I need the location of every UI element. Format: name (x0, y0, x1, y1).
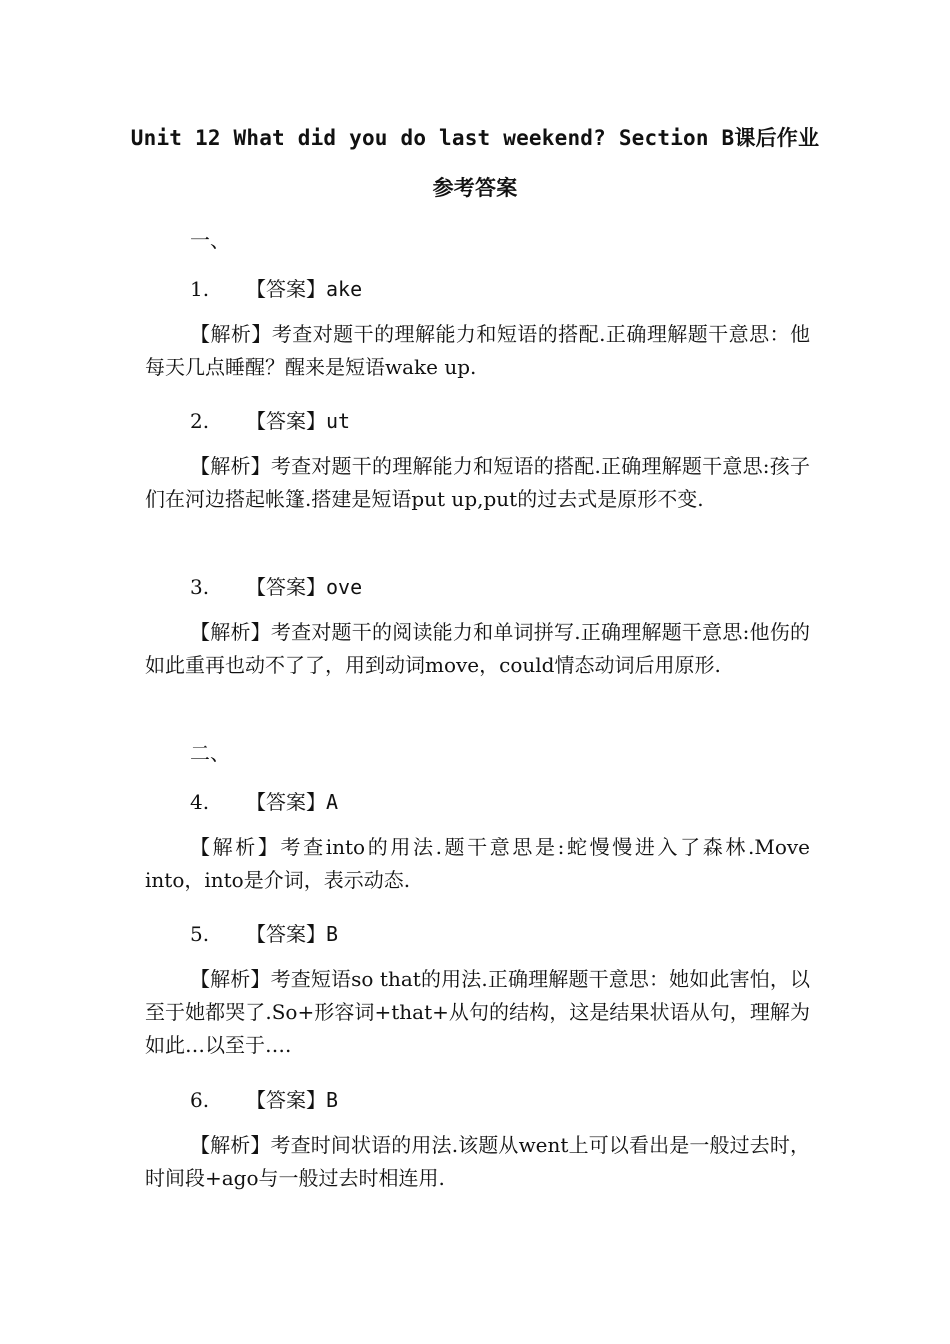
answer-label: 【答案】 (246, 277, 326, 301)
question-number: 5. (190, 922, 210, 946)
answer-line (190, 571, 362, 600)
document-subtitle: 参考答案 (432, 176, 518, 200)
answer-value: ove (326, 575, 363, 599)
section-heading: 二、 (190, 741, 230, 765)
explanation: 【解析】考查对题干的理解能力和短语的搭配.正确理解题干意思：他每天几点睡醒？醒来是短语wake up. (145, 322, 810, 379)
question-number: 6. (190, 1088, 210, 1112)
answer-value: ake (326, 277, 363, 301)
document-title: Unit 12 What did you do last weekend? Section B课后作业 (130, 126, 820, 150)
answer-line (190, 273, 362, 302)
answer-label: 【答案】 (246, 575, 326, 599)
explanation: 【解析】考查短语so that的用法.正确理解题干意思：她如此害怕，以至于她都哭了.So+形容词+that+从句的结构，这是结果状语从句，理解为如此…以至于…. (145, 967, 810, 1057)
answer-value: B (326, 922, 339, 946)
answer-value: A (326, 790, 339, 814)
explanation: 【解析】考查对题干的理解能力和短语的搭配.正确理解题干意思:孩子们在河边搭起帐篷.搭建是短语put up,put的过去式是原形不变. (145, 454, 810, 511)
section-heading: 一、 (190, 228, 230, 252)
answer-value: B (326, 1088, 339, 1112)
answer-value: ut (326, 409, 351, 433)
explanation: 【解析】考查对题干的阅读能力和单词拼写.正确理解题干意思:他伤的如此重再也动不了了，用到动词move，could情态动词后用原形. (145, 620, 810, 677)
question-number: 1. (190, 277, 210, 301)
explanation: 【解析】考查into的用法.题干意思是:蛇慢慢进入了森林.Move into，into是介词，表示动态. (145, 835, 810, 892)
answer-line (190, 918, 338, 947)
answer-label: 【答案】 (246, 409, 326, 433)
answer-label: 【答案】 (246, 1088, 326, 1112)
answer-label: 【答案】 (246, 790, 326, 814)
question-number: 2. (190, 409, 210, 433)
answer-line (190, 1084, 338, 1113)
answer-label: 【答案】 (246, 922, 326, 946)
question-number: 3. (190, 575, 210, 599)
answer-line (190, 405, 350, 434)
question-number: 4. (190, 790, 210, 814)
explanation: 【解析】考查时间状语的用法.该题从went上可以看出是一般过去时，时间段+ago与一般过去时相连用. (145, 1133, 810, 1190)
answer-line (190, 786, 338, 815)
